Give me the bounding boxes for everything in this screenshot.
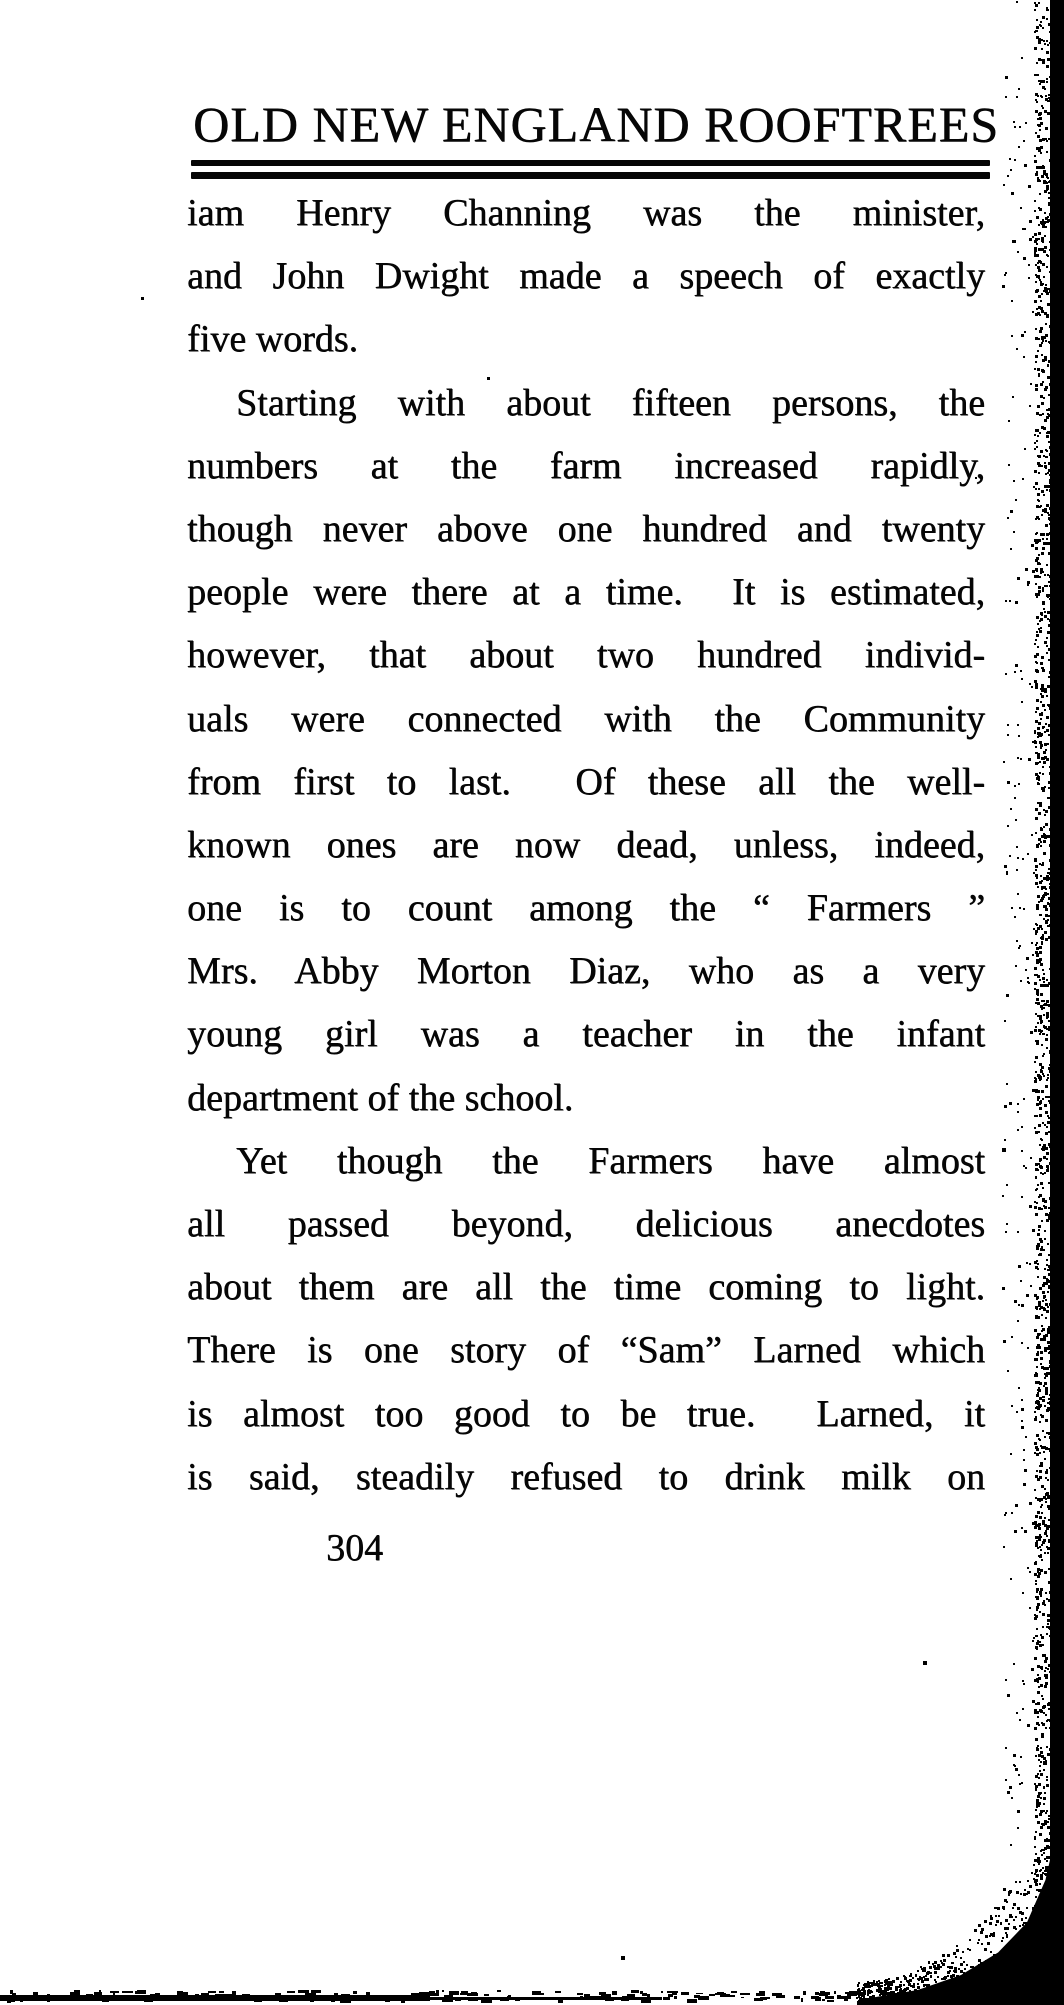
scan-noise-dash xyxy=(825,1996,834,1999)
scan-noise-dash xyxy=(102,1996,112,2000)
scan-noise-dash xyxy=(532,1991,541,1995)
scan-noise-dash xyxy=(899,1992,907,1995)
scan-noise-dash xyxy=(468,1998,478,2001)
scan-noise-dash xyxy=(481,2000,492,2004)
scan-noise-dash xyxy=(183,1992,188,1995)
scan-noise-dash xyxy=(467,1994,469,1997)
text-line: Starting with about fifteen persons, the xyxy=(236,381,985,424)
scan-noise-dash xyxy=(687,1999,697,2002)
scan-noise-dash xyxy=(289,1995,293,1998)
text-line: iam Henry Channing was the minister, xyxy=(187,192,985,234)
text-line: about them are all the time coming to light. xyxy=(187,1266,985,1309)
scan-noise-dash xyxy=(741,1997,745,1999)
scan-noise-dash xyxy=(113,1992,116,1996)
scan-noise-dash xyxy=(731,1991,737,1993)
scan-noise-dash xyxy=(287,1991,295,1993)
scan-noise-dash xyxy=(195,1994,199,1996)
scan-noise-dash xyxy=(709,1994,715,1996)
scan-noise-dash xyxy=(497,1990,501,1992)
scan-noise-dash xyxy=(647,1994,650,1998)
header-double-rule-top xyxy=(191,160,990,166)
scan-noise-dash xyxy=(401,2000,405,2004)
scan-noise-dash xyxy=(305,1993,316,1996)
scan-noise-dash xyxy=(694,1995,700,1998)
text-line: young girl was a teacher in the infant xyxy=(187,1013,985,1056)
scan-noise-dash xyxy=(612,1991,617,1995)
scan-noise-dash xyxy=(674,1996,677,1999)
scan-noise-dash xyxy=(219,1991,224,1994)
header-double-rule-bottom xyxy=(191,172,990,179)
running-head-title: OLD NEW ENGLAND ROOFTREES xyxy=(193,96,999,152)
scan-noise-dash xyxy=(353,1991,356,1994)
scan-noise-dash xyxy=(681,1992,689,1995)
scan-noise-dash xyxy=(449,1991,459,1995)
scan-noise-dash xyxy=(507,1996,510,2000)
text-line: known ones are now dead, unless, indeed, xyxy=(187,823,985,866)
body-text-column xyxy=(187,182,985,1509)
scan-noise-dash xyxy=(19,1995,21,1997)
scan-noise-dash xyxy=(155,1993,160,1995)
text-line: all passed beyond, delicious anecdotes xyxy=(187,1203,985,1245)
scan-noise-dash xyxy=(74,1991,80,1994)
scan-noise-dash xyxy=(845,1992,850,1995)
scan-noise-dash xyxy=(837,1995,841,1999)
scan-noise-dash xyxy=(794,1996,800,1999)
scan-noise-dash xyxy=(872,1995,875,1998)
text-line: people were there at a time. It is estimated, xyxy=(187,571,985,614)
scan-noise-dash xyxy=(242,1994,249,1997)
scan-noise-dash xyxy=(7,2000,11,2003)
text-line: is said, steadily refused to drink milk on xyxy=(187,1455,985,1498)
scan-noise-dash xyxy=(279,1999,288,2002)
scan-noise-dash xyxy=(118,1995,125,1997)
scan-noise-dash xyxy=(358,1995,364,1998)
scan-noise-dash xyxy=(341,1994,350,1996)
scan-noise-dash xyxy=(33,1992,38,1995)
scan-noise-dash xyxy=(471,1992,477,1995)
scan-noise-dash xyxy=(721,1994,730,1996)
text-line: from first to last. Of these all the well- xyxy=(187,760,985,803)
scan-noise-dash xyxy=(311,1990,321,1993)
scan-noise-dash xyxy=(331,1999,335,2002)
scan-noise-dash xyxy=(760,1991,763,1994)
scan-noise-dash xyxy=(558,2000,563,2003)
scan-noise-dash xyxy=(754,1998,763,2001)
scan-noise-dash xyxy=(99,1990,102,1993)
scan-noise-dash xyxy=(129,1995,136,1998)
scan-noise-dash xyxy=(622,1996,633,2000)
scan-noise-dash xyxy=(827,2000,834,2002)
scan-noise-dash xyxy=(12,1993,16,1996)
scan-noise-dash xyxy=(834,1991,836,1994)
scan-noise-dash xyxy=(348,1997,354,1999)
scan-noise-dash xyxy=(422,1995,426,1998)
scan-noise-dash xyxy=(840,1996,851,1999)
text-line: There is one story of “Sam” Larned which xyxy=(187,1329,985,1372)
scan-noise-dash xyxy=(885,1998,893,2000)
scan-noise-dash xyxy=(262,1997,269,2001)
scan-noise-dash xyxy=(340,2000,351,2003)
scan-noise-dash xyxy=(415,1995,423,1998)
scan-noise-dash xyxy=(822,1999,825,2001)
text-line: Yet though the Farmers have almost xyxy=(236,1139,985,1182)
scan-noise-dash xyxy=(165,1995,173,1997)
scan-noise-dash xyxy=(640,1991,643,1993)
scan-noise-dash xyxy=(429,1993,439,1996)
scan-noise-dash xyxy=(180,1998,190,2000)
scan-noise-dash xyxy=(61,1996,70,2000)
scan-noise-dash xyxy=(601,1994,611,1997)
scan-noise-dash xyxy=(20,2000,23,2003)
scan-noise-dash xyxy=(772,1993,782,1997)
scan-noise-dash xyxy=(590,1996,600,1998)
scan-noise-dash xyxy=(119,1999,124,2001)
scan-noise-speckle-layer xyxy=(0,0,4,4)
scan-edge-bottom-right-corner xyxy=(858,1755,1064,2005)
scan-noise-dash xyxy=(385,2000,390,2003)
scan-noise-dash xyxy=(86,1994,92,1996)
scan-noise-dash xyxy=(334,1993,338,1996)
page-number: 304 xyxy=(326,1527,383,1569)
scan-noise-dash xyxy=(137,1990,145,1994)
scan-noise-dash xyxy=(215,1994,225,1996)
scan-noise-dash xyxy=(442,1990,444,1992)
scan-noise-dash xyxy=(515,1997,520,2001)
scan-noise-dash xyxy=(803,1991,806,1995)
text-line: department of the school. xyxy=(187,1076,574,1119)
scan-noise-dash xyxy=(631,1990,639,1993)
scan-noise-dash xyxy=(656,1997,660,1999)
scan-edge-right-strip xyxy=(1050,0,1064,2005)
scan-noise-dash xyxy=(310,2000,314,2002)
scan-noise-dash xyxy=(70,1996,75,1998)
scan-noise-dash xyxy=(730,1995,735,1997)
scan-noise-dash xyxy=(641,1999,652,2003)
text-line: is almost too good to be true. Larned, it xyxy=(187,1392,985,1435)
text-line: and John Dwight made a speech of exactly xyxy=(187,255,985,298)
scan-noise-dash xyxy=(442,1998,452,2002)
scan-noise-dash xyxy=(815,1997,822,2000)
scan-noise-dash xyxy=(672,1993,677,1995)
scan-noise-dash xyxy=(605,1997,614,2000)
scan-noise-dash xyxy=(663,1997,670,2000)
scan-noise-dash xyxy=(201,1993,210,1996)
scan-noise-dash xyxy=(122,1991,133,1993)
scan-noise-dash xyxy=(484,1994,489,1996)
text-line: five words. xyxy=(187,318,358,361)
scan-noise-dash xyxy=(299,1995,303,1999)
scan-noise-dash xyxy=(801,1998,804,2002)
scan-noise-dash xyxy=(740,1993,750,1995)
scan-noise-dash xyxy=(47,1998,49,2001)
text-line: one is to count among the “ Farmers ” xyxy=(187,887,985,930)
scan-noise-dash xyxy=(661,1991,663,1993)
scan-noise-dash xyxy=(555,1991,561,1993)
scan-noise-dash xyxy=(72,1998,82,2001)
scan-noise-dash xyxy=(844,1999,848,2001)
text-line: numbers at the farm increased rapidly, xyxy=(187,444,985,487)
scan-noise-dash xyxy=(444,1995,453,1998)
scan-noise-dash xyxy=(580,1996,582,1998)
scan-noise-dash xyxy=(144,1999,153,2002)
text-line: Mrs. Abby Morton Diaz, who as a very xyxy=(187,950,985,993)
scan-noise-dash xyxy=(642,1993,646,1996)
scan-noise-dash xyxy=(860,1998,869,2001)
scan-noise-dash xyxy=(891,1993,899,1996)
scan-noise-dash xyxy=(584,1997,588,1999)
scan-noise-dash xyxy=(455,1999,461,2001)
text-line: however, that about two hundred individ- xyxy=(187,634,985,677)
scan-noise-dash xyxy=(577,1993,583,1995)
text-line: uals were connected with the Community xyxy=(187,697,985,740)
scan-noise-dash xyxy=(819,1993,827,1995)
text-line: though never above one hundred and twenty xyxy=(187,507,985,550)
